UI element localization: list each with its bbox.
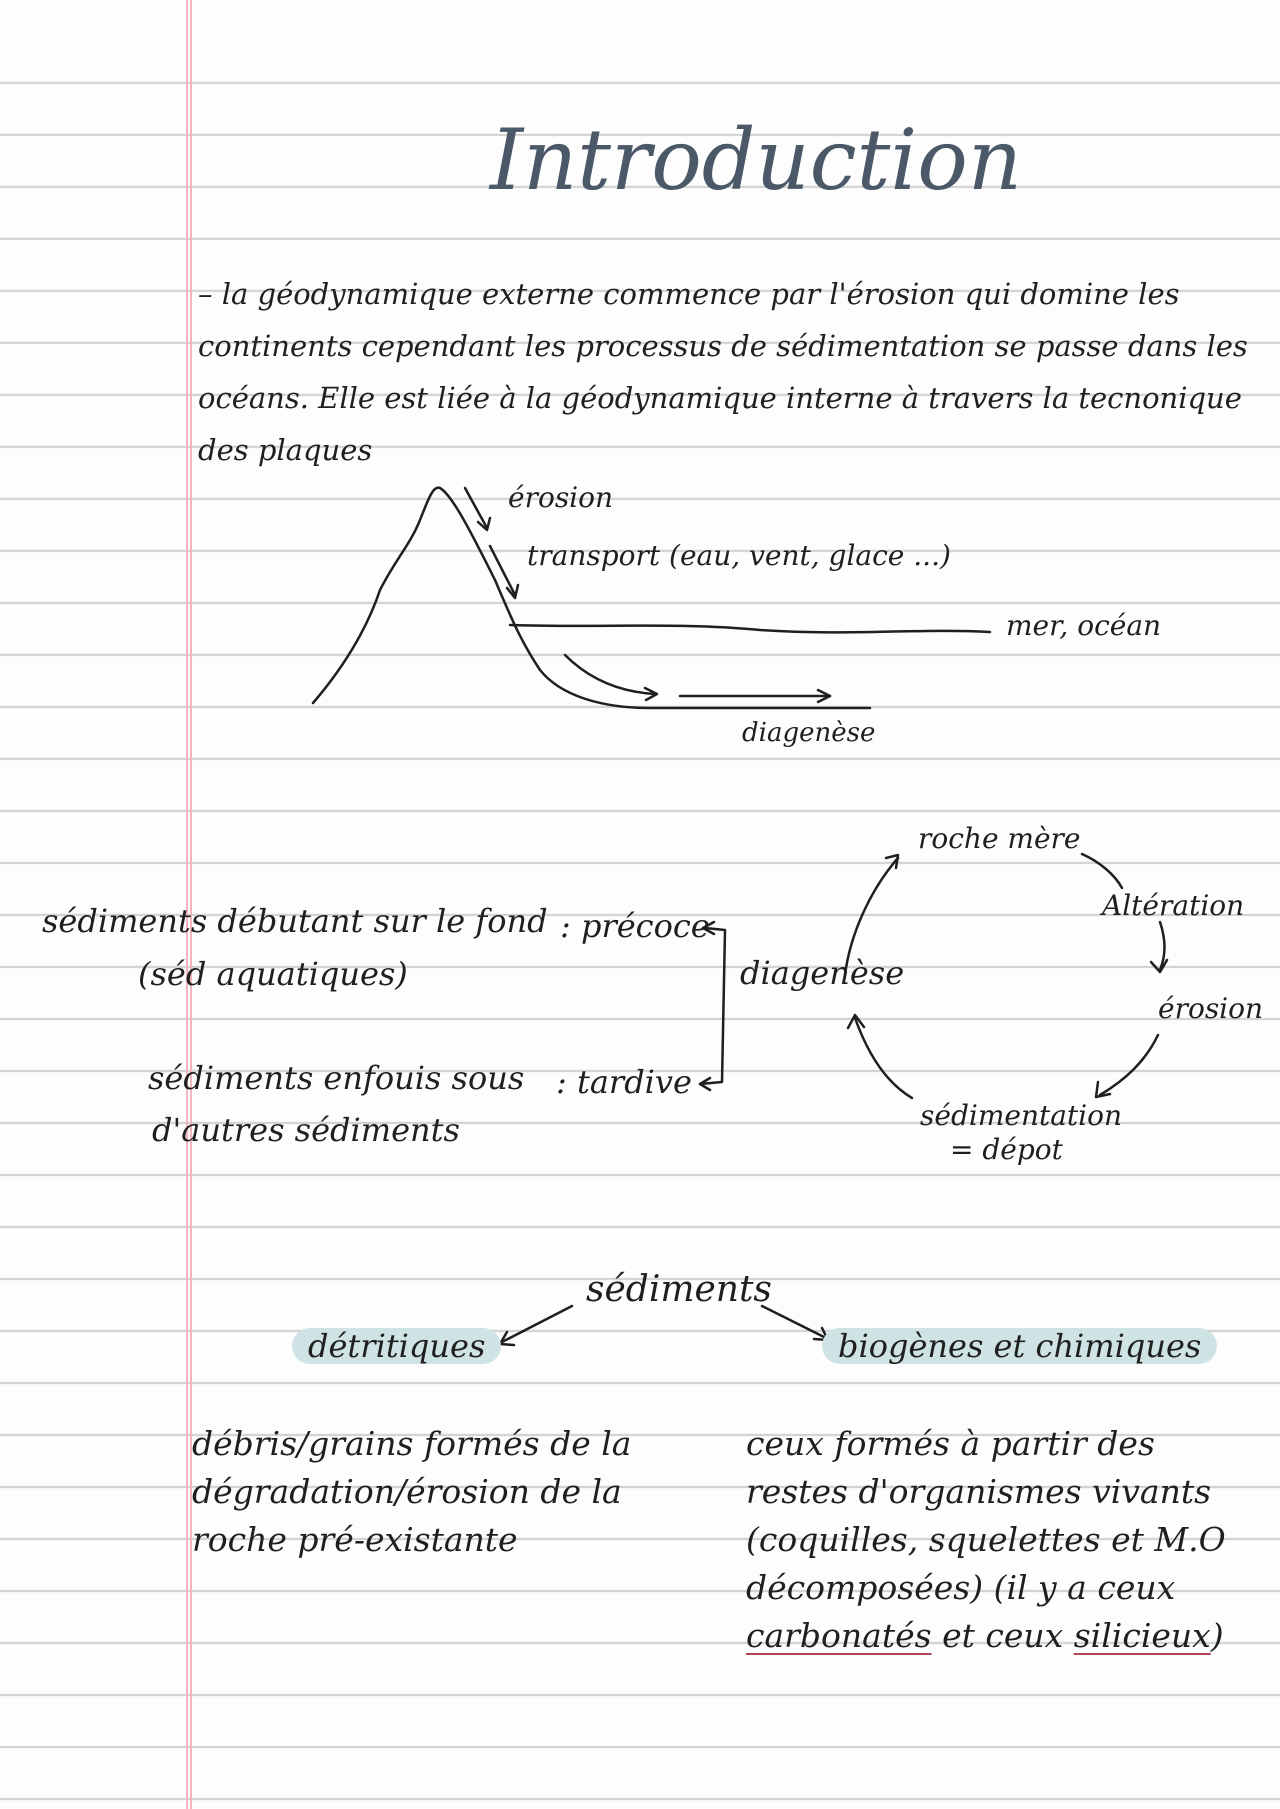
biogenic-description (746, 1420, 1266, 1660)
page-title: Introduction (490, 111, 1022, 209)
cycle-arrow-roche-to-alt (1082, 854, 1122, 888)
label-transport: transport (eau, vent, glace ...) (527, 539, 951, 572)
intro-paragraph: – la géodynamique externe commence par l'érosion qui domine les continents cependant les processus de sédimentation se passe dans les océans. Elle est liée à la géodynamique interne à travers la tecnonique des plaques (198, 277, 1248, 467)
closing-paren: ) (1210, 1616, 1224, 1655)
category-detrital: détritiques (292, 1328, 501, 1364)
cycle-arrow-alt-to-ero-head (1151, 960, 1167, 972)
deposit-arrow-1 (565, 655, 655, 694)
early-sediments-line1: sédiments débutant sur le fond (42, 902, 548, 940)
carbonates-term: carbonatés (746, 1616, 932, 1655)
label-sea-ocean: mer, océan (1006, 609, 1162, 642)
bracket-arrow-top (700, 928, 725, 1084)
early-sediments-line2: (séd aquatiques) (138, 955, 408, 993)
and-those-text: et ceux (942, 1616, 1064, 1655)
sediments-heading: sédiments (586, 1269, 772, 1310)
biogenic-description-text: ceux formés à partir des restes d'organismes vivants (coquilles, squelettes et M.O décomposées) (il y a ceux (746, 1424, 1226, 1607)
sea-line (510, 625, 990, 632)
cycle-arrow-alt-to-ero (1160, 922, 1165, 970)
category-biogenic-chemical: biogènes et chimiques (822, 1328, 1217, 1364)
cycle-sedimentation: sédimentation (920, 1099, 1123, 1132)
late-sediments-line2: d'autres sédiments (152, 1111, 460, 1149)
cycle-parent-rock: roche mère (918, 822, 1081, 855)
arrow-to-biogenic (762, 1306, 826, 1338)
label-early-diagenesis: : précoce (560, 907, 710, 945)
arrow-to-detrital (502, 1306, 572, 1342)
late-sediments-line1: sédiments enfouis sous (148, 1059, 525, 1097)
label-diagenesis-deposit: diagenèse (742, 718, 876, 748)
cycle-arrow-sed-to-diag (855, 1018, 912, 1098)
cycle-diagenesis: diagenèse (740, 954, 905, 992)
erosion-arrow (465, 488, 487, 528)
siliceous-term: silicieux (1073, 1616, 1211, 1655)
cycle-arrow-ero-to-sed (1100, 1035, 1158, 1095)
label-late-diagenesis: : tardive (556, 1063, 692, 1101)
cycle-deposit: = dépot (950, 1133, 1063, 1166)
detrital-description: débris/grains formés de la dégradation/érosion de la roche pré-existante (192, 1424, 632, 1559)
cycle-weathering: Altération (1102, 889, 1245, 922)
label-erosion: érosion (508, 481, 614, 514)
cycle-erosion: érosion (1158, 992, 1264, 1025)
transport-arrow (490, 546, 515, 595)
